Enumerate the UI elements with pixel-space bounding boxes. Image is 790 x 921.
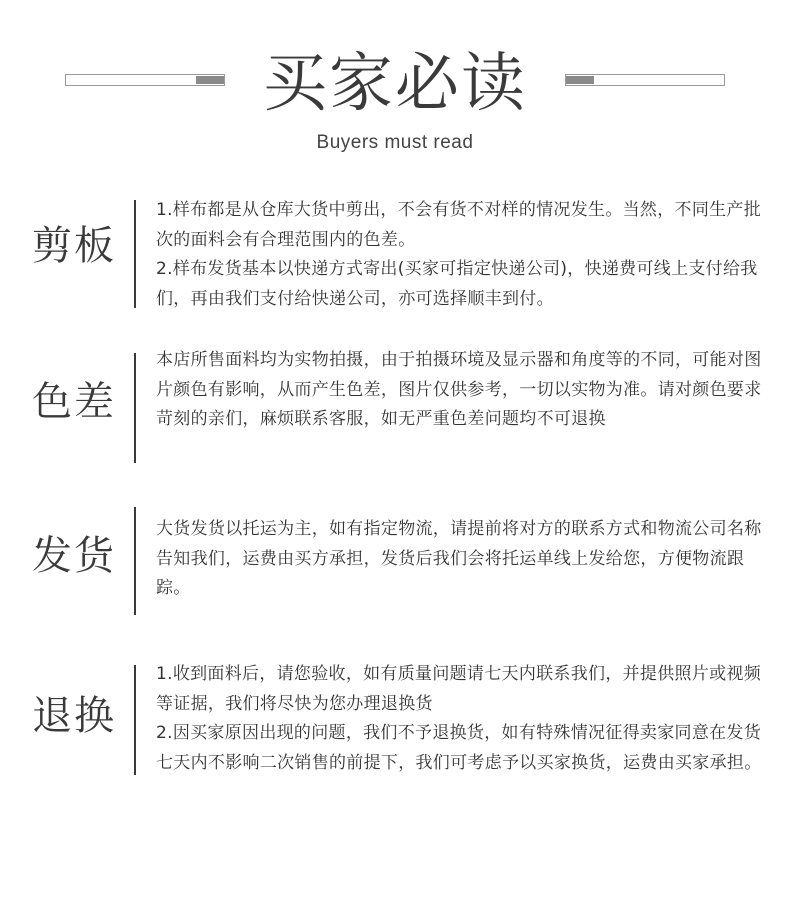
section-heading: 退换 — [32, 693, 116, 739]
section-body — [156, 515, 766, 604]
section-paragraph: 1.收到面料后，请您验收，如有质量问题请七天内联系我们，并提供照片或视频等证据，我们将尽快为您办理退换货 — [156, 664, 762, 714]
section-paragraph: 大货发货以托运为主，如有指定物流，请提前将对方的联系方式和物流公司名称告知我们，运费由买方承担，发货后我们会将托运单线上发给您，方便物流跟踪。 — [156, 519, 762, 598]
section-heading: 色差 — [32, 379, 116, 425]
page-header — [0, 0, 790, 170]
page-subtitle: Buyers must read — [316, 132, 474, 153]
section-heading: 剪板 — [32, 223, 116, 269]
decorative-line-right — [565, 74, 725, 86]
section-paragraph: 1.样布都是从仓库大货中剪出，不会有货不对样的情况发生。当然，不同生产批次的面料会有合理范围内的色差。 — [156, 200, 762, 250]
section-heading: 发货 — [32, 533, 116, 579]
decorative-bar-right — [566, 76, 594, 84]
section-divider — [134, 353, 136, 463]
section-divider — [134, 200, 136, 308]
page-title: 买家必读 — [263, 47, 527, 121]
section-paragraph: 2.因买家原因出现的问题，我们不予退换货，如有特殊情况征得卖家同意在发货七天内不影响二次销售的前提下，我们可考虑予以买家换货，运费由买家承担。 — [156, 723, 762, 773]
section-divider — [134, 507, 136, 615]
section-paragraph: 本店所售面料均为实物拍摄，由于拍摄环境及显示器和角度等的不同，可能对图片颜色有影响，从而产生色差，图片仅供参考，一切以实物为准。请对颜色要求苛刻的亲们，麻烦联系客服，如无严重色差问题均不可退换 — [156, 350, 762, 429]
section-paragraph: 2.样布发货基本以快递方式寄出(买家可指定快递公司)，快递费可线上支付给我们，再由我们支付给快递公司，亦可选择顺丰到付。 — [156, 259, 758, 309]
section-body — [156, 346, 766, 435]
section-body — [156, 660, 766, 778]
section-divider — [134, 665, 136, 775]
section-body — [156, 196, 766, 314]
